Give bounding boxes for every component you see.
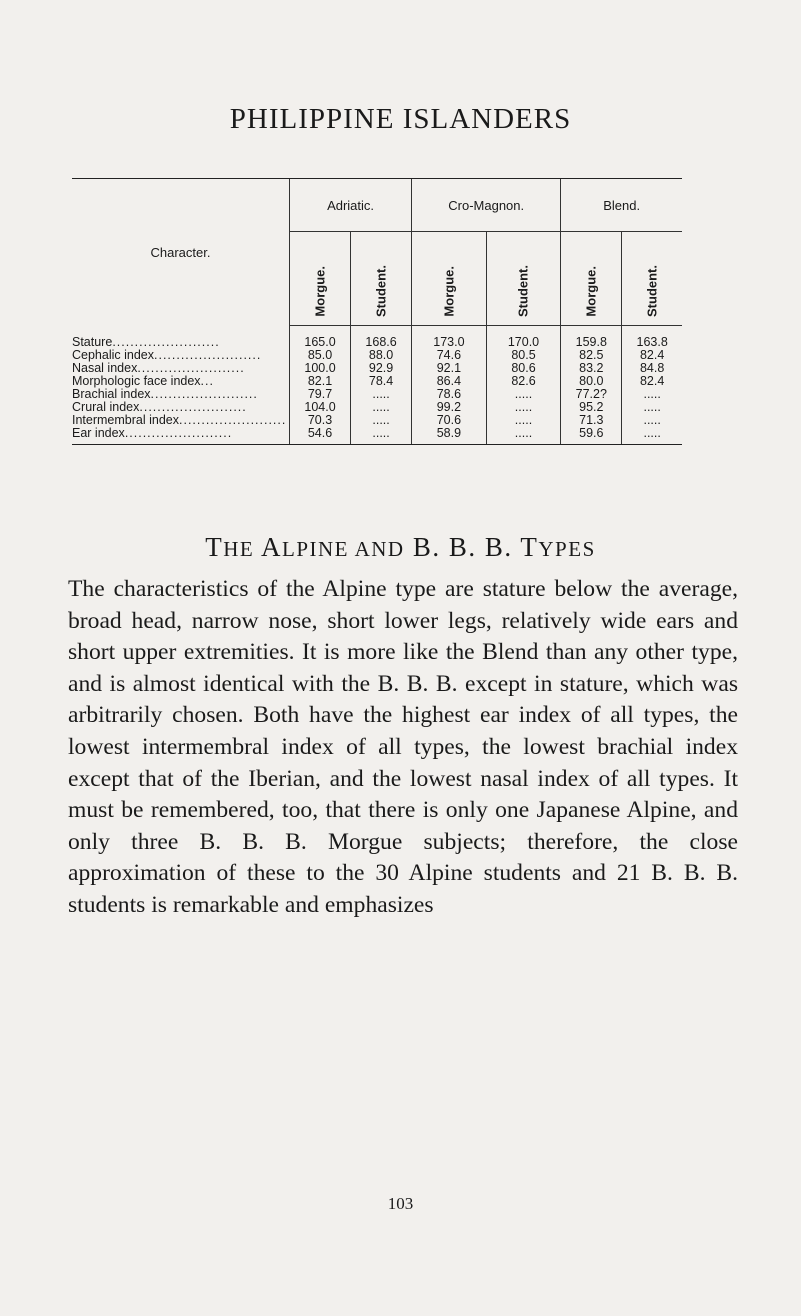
- cell-value: 78.6: [412, 388, 487, 401]
- cell-value: 165.0: [290, 326, 351, 350]
- cell-value: 83.2: [561, 362, 622, 375]
- row-label: Crural index: [72, 401, 140, 414]
- cell-value: 84.8: [622, 362, 682, 375]
- row-label: Stature: [72, 334, 113, 349]
- cell-value: 58.9: [412, 427, 487, 445]
- running-head: PHILIPPINE ISLANDERS: [229, 103, 572, 135]
- cell-value: 82.5: [561, 349, 622, 362]
- section-heading: THE ALPINE AND B. B. B. TYPES: [205, 532, 596, 562]
- cell-value: 173.0: [412, 326, 487, 350]
- cell-value: .....: [351, 414, 412, 427]
- row-label: Brachial index: [72, 388, 151, 401]
- measurements-table: [72, 178, 682, 445]
- table-row: Nasal index........................ 100.0 92.9 92.1 80.6 83.2 84.8: [72, 362, 682, 375]
- cell-value: 170.0: [486, 326, 561, 350]
- cell-value: .....: [486, 427, 561, 445]
- character-header: Character.: [72, 179, 290, 326]
- cell-value: 71.3: [561, 414, 622, 427]
- table-row: Stature........................ 165.0 168.6 173.0 170.0 159.8 163.8: [72, 326, 682, 350]
- cell-value: 77.2?: [561, 388, 622, 401]
- table-row: Crural index........................ 104.0 ..... 99.2 ..... 95.2 .....: [72, 401, 682, 414]
- sub-header: Student.: [486, 232, 561, 326]
- cell-value: 99.2: [412, 401, 487, 414]
- cell-value: 159.8: [561, 326, 622, 350]
- table-row: Intermembral index........................ 70.3 ..... 70.6 ..... 71.3 .....: [72, 414, 682, 427]
- row-label: Ear index: [72, 427, 125, 440]
- sub-header: Student.: [622, 232, 682, 326]
- cell-value: 70.6: [412, 414, 487, 427]
- row-label: Nasal index: [72, 362, 138, 375]
- cell-value: .....: [351, 388, 412, 401]
- cell-value: 82.4: [622, 375, 682, 388]
- cell-value: 82.6: [486, 375, 561, 388]
- cell-value: 95.2: [561, 401, 622, 414]
- cell-value: 74.6: [412, 349, 487, 362]
- cell-value: 59.6: [561, 427, 622, 445]
- cell-value: 88.0: [351, 349, 412, 362]
- body-paragraph: The characteristics of the Alpine type are stature below the average, broad head, narrow nose, short lower legs, relatively wide ears and short upper extremities. It is more like the Blend than any other type, and is almost identical with the B. B. B. except in stature, which was arbitrarily chosen. Both have the highest ear index of all types, the lowest intermembral index of all types, the lowest brachial index except that of the Iberian, and the lowest nasal index of all types. It must be remembered, too, that there is only one Japanese Alpine, and only three B. B. B. Morgue subjects; therefore, the close approximation of these to the 30 Alpine students and 21 B. B. B. students is remarkable and emphasizes: [68, 576, 738, 918]
- group-header-cro-magnon: Cro-Magnon.: [412, 179, 561, 232]
- cell-value: .....: [622, 414, 682, 427]
- table-row: Ear index........................ 54.6 ..... 58.9 ..... 59.6 .....: [72, 427, 682, 445]
- cell-value: .....: [486, 388, 561, 401]
- cell-value: 80.6: [486, 362, 561, 375]
- group-header-blend: Blend.: [561, 179, 682, 232]
- table-row: Brachial index........................ 79.7 ..... 78.6 ..... 77.2? .....: [72, 388, 682, 401]
- cell-value: 168.6: [351, 326, 412, 350]
- table-row: Morphologic face index... 82.1 78.4 86.4 82.6 80.0 82.4: [72, 375, 682, 388]
- cell-value: 100.0: [290, 362, 351, 375]
- row-label: Morphologic face index: [72, 375, 201, 388]
- row-label: Cephalic index: [72, 349, 154, 362]
- cell-value: .....: [486, 401, 561, 414]
- cell-value: 92.1: [412, 362, 487, 375]
- cell-value: 86.4: [412, 375, 487, 388]
- row-label: Intermembral index: [72, 414, 179, 427]
- cell-value: .....: [351, 427, 412, 445]
- cell-value: 163.8: [622, 326, 682, 350]
- cell-value: 79.7: [290, 388, 351, 401]
- sub-header: Morgue.: [290, 232, 351, 326]
- cell-value: .....: [622, 427, 682, 445]
- cell-value: 82.4: [622, 349, 682, 362]
- sub-header: Morgue.: [561, 232, 622, 326]
- cell-value: .....: [486, 414, 561, 427]
- cell-value: .....: [351, 401, 412, 414]
- cell-value: 104.0: [290, 401, 351, 414]
- page-number: 103: [387, 1194, 414, 1213]
- cell-value: 70.3: [290, 414, 351, 427]
- sub-header: Student.: [351, 232, 412, 326]
- table-row: Cephalic index........................ 85.0 88.0 74.6 80.5 82.5 82.4: [72, 349, 682, 362]
- sub-header: Morgue.: [412, 232, 487, 326]
- cell-value: 80.5: [486, 349, 561, 362]
- cell-value: 92.9: [351, 362, 412, 375]
- cell-value: 80.0: [561, 375, 622, 388]
- cell-value: .....: [622, 388, 682, 401]
- cell-value: 82.1: [290, 375, 351, 388]
- cell-value: 85.0: [290, 349, 351, 362]
- cell-value: 78.4: [351, 375, 412, 388]
- cell-value: 54.6: [290, 427, 351, 445]
- group-header-adriatic: Adriatic.: [290, 179, 412, 232]
- cell-value: .....: [622, 401, 682, 414]
